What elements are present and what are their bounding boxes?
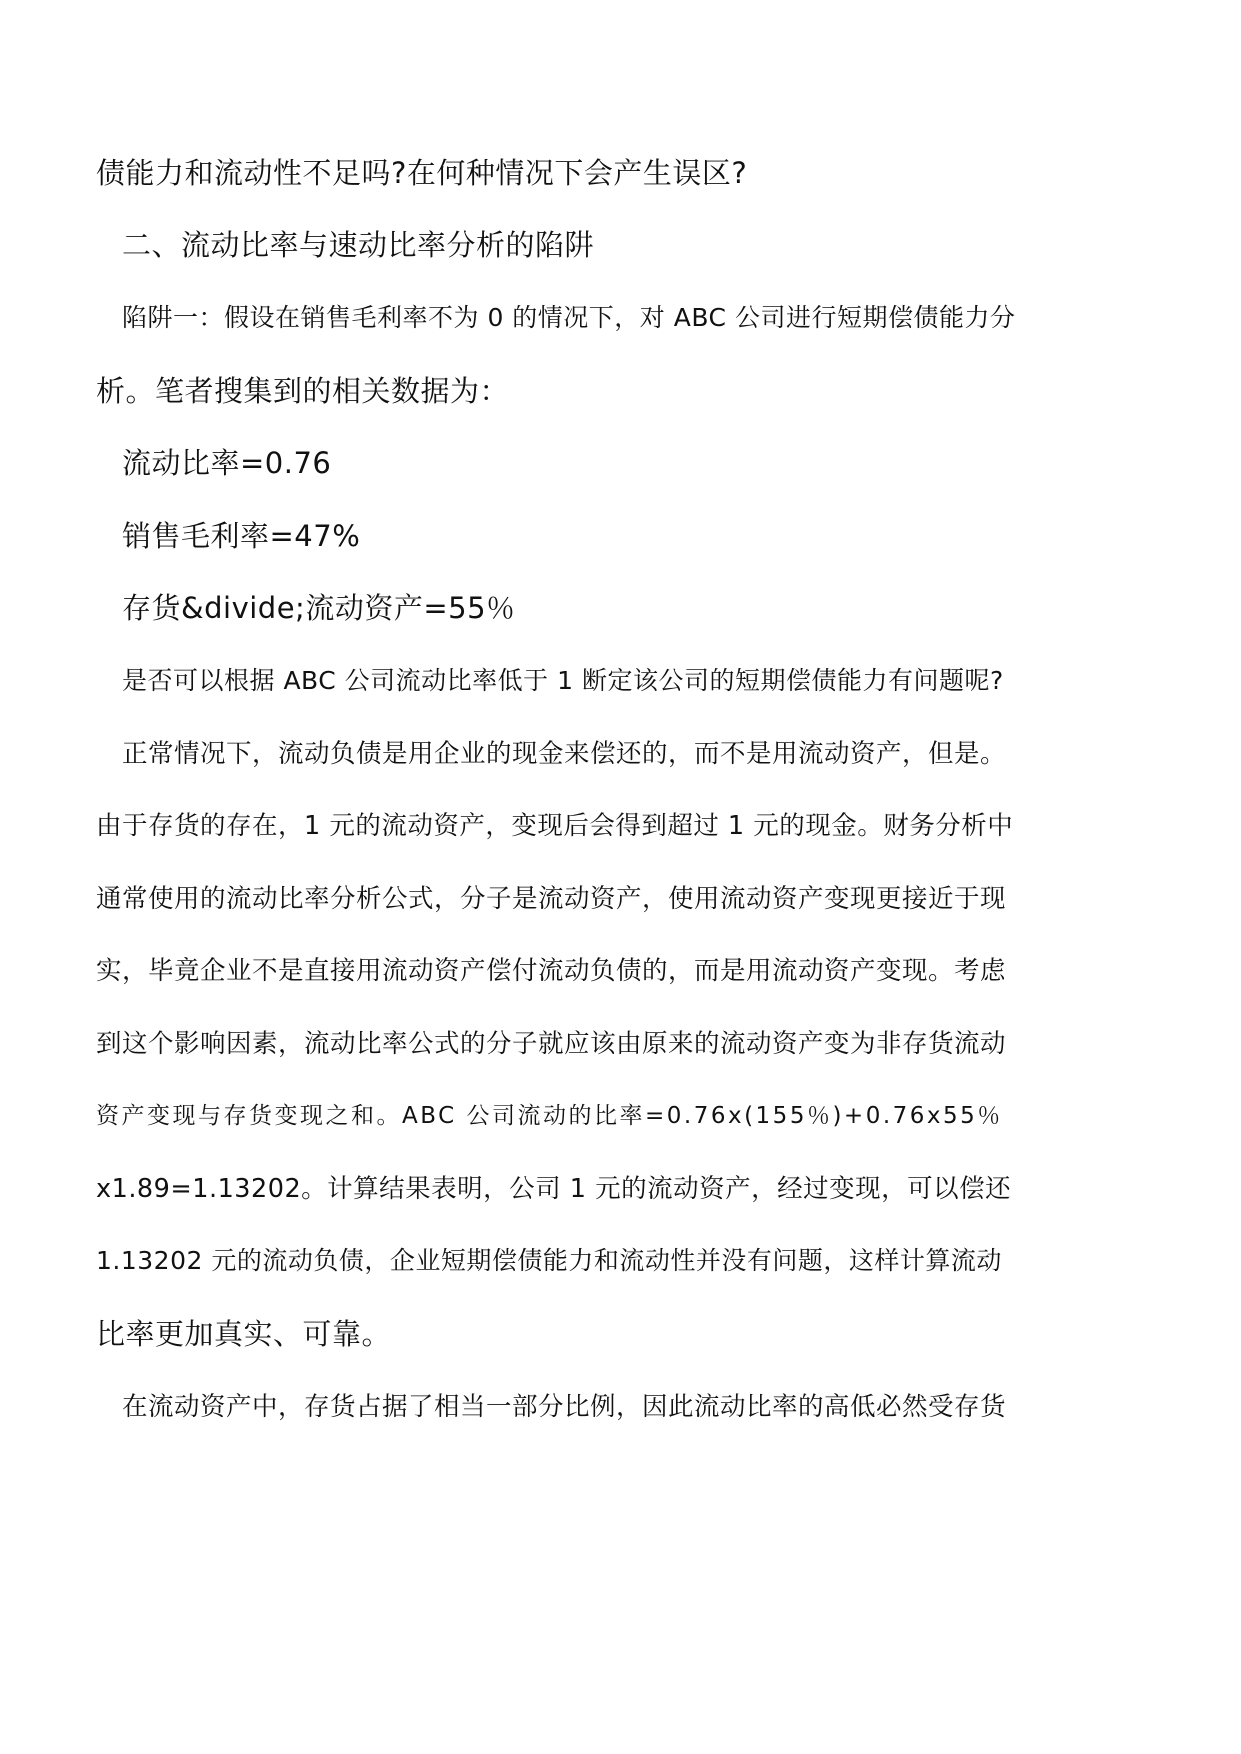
text-line-15: x1.89=1.13202。计算结果表明，公司 1 元的流动资产，经过变现，可以偿还 [96, 1174, 1012, 1204]
text-line-12: 实，毕竟企业不是直接用流动资产偿付流动负债的，而是用流动资产变现。考虑 [96, 956, 1007, 986]
text-line-11: 通常使用的流动比率分析公式，分子是流动资产，使用流动资产变现更接近于现 [96, 884, 1007, 914]
text-line-8: 是否可以根据 ABC 公司流动比率低于 1 断定该公司的短期偿债能力有问题呢? [122, 666, 1004, 695]
data-line-gross-margin: 销售毛利率=47% [122, 519, 361, 553]
data-line-current-ratio: 流动比率=0.76 [122, 446, 332, 480]
data-line-inventory-ratio: 存货&divide;流动资产=55％ [122, 591, 516, 625]
text-line-10: 由于存货的存在，1 元的流动资产，变现后会得到超过 1 元的现金。财务分析中 [96, 811, 1014, 841]
text-line-17: 比率更加真实、可靠。 [96, 1317, 392, 1351]
text-line-14: 资产变现与存货变现之和。ABC 公司流动的比率=0.76x(155％)+0.76x55％ [96, 1103, 1003, 1129]
text-line-1: 债能力和流动性不足吗?在何种情况下会产生误区? [96, 156, 748, 190]
text-line-13: 到这个影响因素，流动比率公式的分子就应该由原来的流动资产变为非存货流动 [96, 1029, 1007, 1059]
text-line-3: 陷阱一：假设在销售毛利率不为 0 的情况下，对 ABC 公司进行短期偿债能力分 [122, 303, 1016, 332]
text-line-9: 正常情况下，流动负债是用企业的现金来偿还的，而不是用流动资产，但是。 [122, 739, 1007, 769]
section-heading: 二、流动比率与速动比率分析的陷阱 [122, 228, 595, 262]
text-line-16: 1.13202 元的流动负债，企业短期偿债能力和流动性并没有问题，这样计算流动 [96, 1246, 1002, 1275]
text-line-4: 析。笔者搜集到的相关数据为： [96, 374, 510, 408]
text-line-18: 在流动资产中，存货占据了相当一部分比例，因此流动比率的高低必然受存货 [122, 1392, 1007, 1422]
